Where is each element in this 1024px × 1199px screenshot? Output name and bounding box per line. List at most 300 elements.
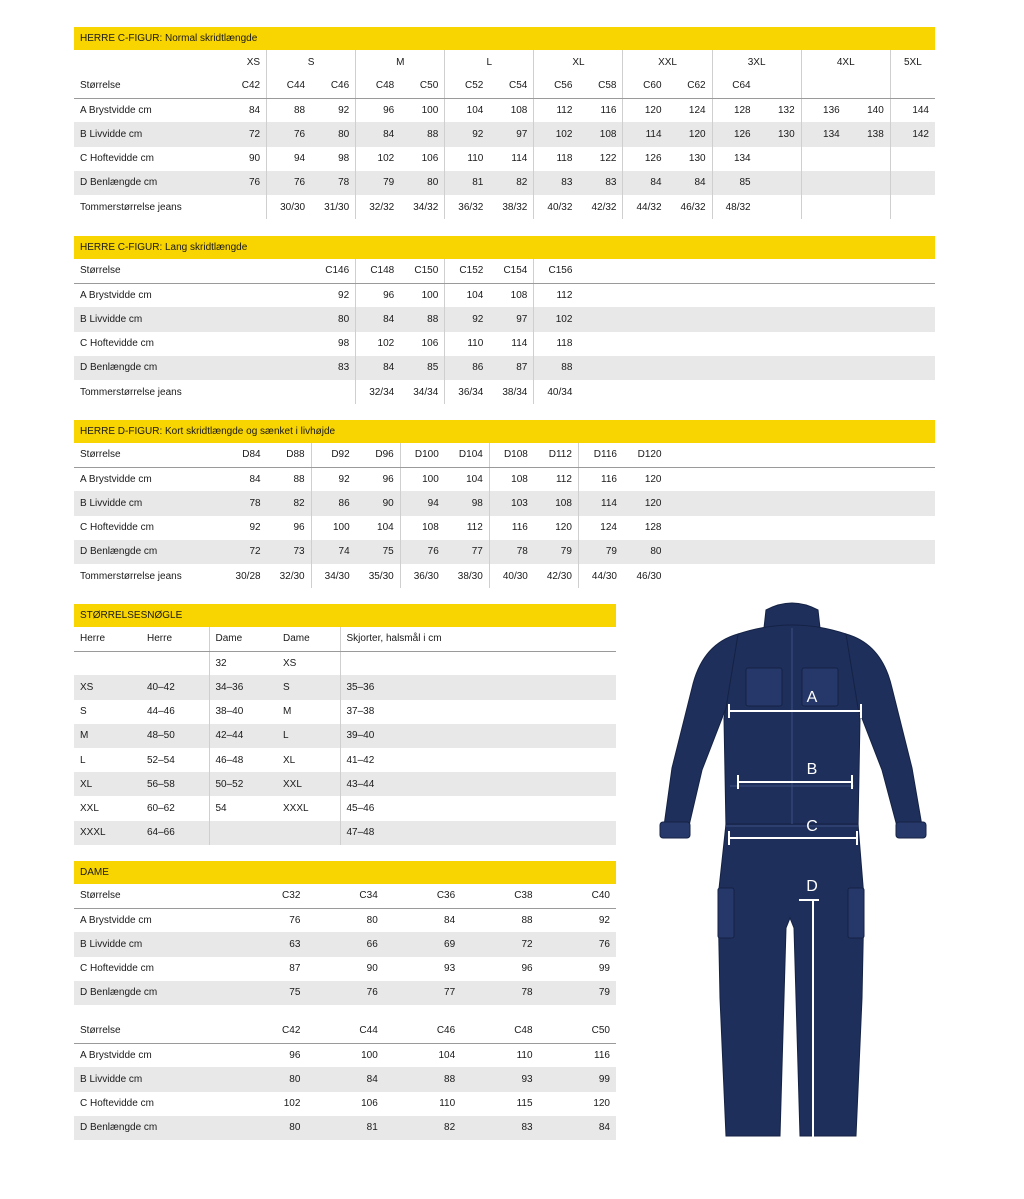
value-cell: 82 [267,491,312,515]
value-cell: 120 [623,98,668,122]
empty-cell [668,540,713,564]
empty-cell [801,332,846,356]
value-cell [890,147,935,171]
size-code: D84 [222,443,267,467]
value-cell: 104 [445,283,490,307]
value-cell: 82 [489,171,534,195]
empty-cell [801,356,846,380]
table-row [74,98,935,122]
size-code: C40 [539,884,616,908]
empty-cell [712,283,757,307]
value-cell [222,195,267,219]
section-title: HERRE C-FIGUR: Normal skridtlængde [74,27,935,50]
value-cell: 92 [338,105,350,117]
value-cell [890,195,935,219]
size-group-label: 5XL [890,50,935,74]
value-cell: 116 [578,467,623,491]
empty-cell [846,380,891,404]
row-label: A Brystvidde cm [80,290,152,302]
size-group-label: XXL [623,50,712,74]
empty-cell [578,356,623,380]
empty-cell [578,380,623,404]
value-cell: 48/32 [712,195,757,219]
value-cell: 40–42 [141,675,209,699]
empty-cell [578,259,623,283]
value-cell [846,147,891,171]
value-cell [222,307,267,331]
value-cell: 79 [539,981,616,1005]
empty-cell [890,516,935,540]
value-cell [222,283,267,307]
empty-cell [801,516,846,540]
value-cell [267,356,312,380]
value-cell: 132 [778,105,795,117]
value-cell: 114 [511,153,528,165]
size-code: D96 [356,443,401,467]
row-label: A Brystvidde cm [80,105,152,117]
value-cell: 45–46 [340,796,616,820]
value-cell: 88 [534,356,579,380]
value-cell: 80 [229,1116,306,1140]
table-row [74,700,616,724]
value-cell [209,821,277,845]
empty-cell [890,356,935,380]
size-code: C44 [306,1019,383,1043]
empty-cell [623,259,668,283]
empty-cell [668,259,713,283]
value-cell: 96 [356,98,401,122]
value-cell: 100 [400,467,445,491]
value-cell: S [277,675,340,699]
table-row [74,981,616,1005]
table-row [74,147,935,171]
value-cell: 124 [688,105,706,117]
empty-cell [712,380,757,404]
label-d: D [806,878,818,895]
value-cell: 110 [445,332,490,356]
table-row [74,122,935,146]
value-cell: 76 [267,171,312,195]
label-a: A [806,689,818,706]
value-cell: 96 [521,963,533,975]
empty-cell [757,332,802,356]
value-cell: 92 [445,307,490,331]
table-row [74,380,935,404]
value-cell: XS [74,675,141,699]
size-code: C34 [306,884,383,908]
empty-cell [890,491,935,515]
value-cell [801,147,846,171]
value-cell: 92 [249,522,261,534]
key-header-row [74,627,616,651]
value-cell: 104 [466,474,483,486]
value-cell: 130 [757,122,802,146]
value-cell: 90 [366,963,378,975]
value-cell: 34/34 [413,386,439,398]
size-code: C36 [384,884,461,908]
value-cell: 112 [555,474,572,486]
value-cell: 34/32 [413,201,439,213]
value-cell: 75 [356,540,401,564]
value-cell: 32/34 [356,380,401,404]
section-herre-c-normal [74,27,935,219]
value-cell: XL [74,772,141,796]
section-herre-c-lang [74,236,935,404]
value-cell: 96 [293,522,305,534]
table-row [74,332,935,356]
value-cell: 78 [311,171,356,195]
column-header: Herre [74,627,141,651]
value-cell: 116 [489,516,534,540]
value-cell: XXXL [74,821,141,845]
value-cell: 108 [489,467,534,491]
row-label: B Livvidde cm [74,307,222,331]
value-cell: 114 [578,491,623,515]
empty-cell [757,283,802,307]
value-cell: 73 [267,540,312,564]
value-cell: 87 [489,356,534,380]
value-cell: 120 [644,474,662,486]
size-code: C48 [356,74,401,98]
value-cell: XXL [277,772,340,796]
value-cell [267,332,312,356]
row-label: C Hoftevidde cm [80,338,154,350]
size-code: C154 [489,259,534,283]
row-label: C Hoftevidde cm [80,963,154,975]
table-row [74,491,935,515]
size-row [74,74,935,98]
value-cell: 74 [311,540,356,564]
value-cell: 77 [384,981,461,1005]
value-cell: 76 [306,981,383,1005]
empty-cell [712,307,757,331]
value-cell: 32/32 [356,195,401,219]
empty-cell [846,443,891,467]
row-label: C Hoftevidde cm [80,153,154,165]
value-cell: 144 [890,98,935,122]
value-cell: XL [283,754,296,766]
empty-cell [890,540,935,564]
empty-cell [712,443,757,467]
value-cell: 34/30 [311,564,356,588]
value-cell: 108 [534,491,579,515]
row-label: D Benlængde cm [74,981,229,1005]
size-code: C54 [489,74,534,98]
value-cell: 98 [445,491,490,515]
value-cell [846,171,891,195]
column-header: Dame [277,627,340,651]
dame-table-2 [74,1019,616,1140]
row-label: Størrelse [74,74,222,98]
size-code: C48 [461,1019,538,1043]
value-cell: 79 [356,171,401,195]
empty-cell [757,491,802,515]
size-code: D116 [578,443,623,467]
value-cell: 120 [593,1098,610,1110]
value-cell: 83 [461,1116,538,1140]
value-cell: 102 [356,147,401,171]
value-cell: 38/30 [457,570,483,582]
value-cell: 56–58 [141,772,209,796]
empty-cell [801,380,846,404]
value-cell [141,651,209,675]
empty-cell [623,332,668,356]
value-cell: 102 [534,307,579,331]
size-code [757,74,802,98]
row-label: Tommerstørrelse jeans [80,570,182,582]
empty-cell [668,443,713,467]
table-row [74,651,616,675]
empty-cell [846,467,891,491]
empty-cell [623,283,668,307]
empty-cell [846,491,891,515]
value-cell: 104 [445,98,490,122]
value-cell: 106 [421,153,439,165]
value-cell: 112 [466,522,483,534]
size-code: C42 [222,74,267,98]
value-cell [846,195,891,219]
value-cell: 84 [248,105,261,117]
row-label: Tommerstørrelse jeans [80,201,182,213]
value-cell: 90 [356,491,401,515]
table-row [74,724,616,748]
value-cell: 41–42 [340,748,616,772]
section-size-key [74,604,616,845]
empty-cell [623,307,668,331]
empty-cell [890,307,935,331]
value-cell: 90 [248,153,261,165]
section-title: STØRRELSESNØGLE [74,604,616,627]
empty-cell [668,332,713,356]
table-row [74,467,935,491]
value-cell: 32 [209,651,277,675]
value-cell: 66 [306,932,383,956]
value-cell: 40/30 [489,564,534,588]
value-cell: 80 [311,307,356,331]
value-cell [222,356,267,380]
empty-cell [712,332,757,356]
value-cell: 110 [445,147,490,171]
table-row [74,796,616,820]
size-table [74,50,935,219]
empty-cell [712,356,757,380]
value-cell: 126 [623,147,668,171]
value-cell [277,821,340,845]
empty-cell [757,307,802,331]
value-cell: 36/30 [400,564,445,588]
value-cell: 97 [489,122,534,146]
value-cell: 35/30 [368,570,394,582]
empty-cell [846,283,891,307]
value-cell [311,380,356,404]
value-cell: 136 [801,98,846,122]
value-cell: 134 [712,147,757,171]
value-cell: 110 [516,1049,533,1061]
value-cell [267,307,312,331]
empty-cell [890,283,935,307]
row-label: B Livvidde cm [74,491,222,515]
value-cell: 88 [521,915,533,927]
value-cell: XXXL [283,802,309,814]
value-cell: 80 [366,915,378,927]
size-code: C46 [311,74,356,98]
value-cell: 31/30 [324,201,350,213]
value-cell: 118 [534,332,579,356]
value-cell: 30/30 [267,195,312,219]
value-cell: XS [283,658,297,670]
value-cell: 98 [338,153,350,165]
empty-cell [801,307,846,331]
value-cell: 96 [382,474,394,486]
empty-cell [846,356,891,380]
value-cell: 72 [222,122,267,146]
value-cell: 84 [356,122,401,146]
value-cell [222,380,267,404]
size-key-table [74,627,616,845]
row-label: Størrelse [74,1019,229,1043]
table-row [74,356,935,380]
table-row [74,1116,616,1140]
label-b: B [806,761,818,778]
size-code: C152 [445,259,490,283]
value-cell: 92 [338,290,350,302]
value-cell: 84 [444,915,456,927]
value-cell: 35–36 [340,675,616,699]
value-cell: 142 [890,122,935,146]
value-cell: 78 [461,981,538,1005]
value-cell: 86 [445,356,490,380]
size-code [267,259,312,283]
value-cell [340,651,616,675]
value-cell: 38/34 [502,386,528,398]
value-cell: 96 [289,1049,301,1061]
size-code [801,74,846,98]
value-cell: 93 [461,1067,538,1091]
value-cell: 100 [311,516,356,540]
value-cell: 76 [267,122,312,146]
empty-cell [668,356,713,380]
empty-cell [846,564,891,588]
value-cell: 38–40 [209,700,277,724]
table-row [74,908,616,932]
value-cell: 44/30 [578,564,623,588]
value-cell: 122 [599,153,617,165]
label-c: C [806,818,818,835]
value-cell: 103 [489,491,534,515]
empty-cell [578,307,623,331]
value-cell: 48–50 [141,724,209,748]
value-cell: 81 [445,171,490,195]
value-cell: 92 [598,915,610,927]
table-row [74,748,616,772]
size-code: D108 [489,443,534,467]
size-row [74,259,935,283]
value-cell [267,380,312,404]
value-cell: 100 [361,1049,378,1061]
size-group-label: 3XL [712,50,801,74]
table-row [74,307,935,331]
value-cell: 138 [846,122,891,146]
value-cell: 108 [400,516,445,540]
empty-cell [712,491,757,515]
value-cell: 85 [712,171,757,195]
value-cell: 92 [311,467,356,491]
table-row [74,195,935,219]
value-cell [267,283,312,307]
group-header-row [74,50,935,74]
value-cell: 126 [712,122,757,146]
size-code: D92 [311,443,356,467]
value-cell: 54 [209,796,277,820]
value-cell: 30/28 [235,570,261,582]
value-cell: 85 [400,356,445,380]
value-cell: 36/32 [445,195,490,219]
table-row [74,772,616,796]
value-cell: 102 [356,332,401,356]
table-row [74,932,616,956]
value-cell: 76 [222,171,267,195]
size-group-label: XS [246,56,261,68]
table-row [74,1043,616,1067]
empty-cell [757,467,802,491]
size-code: D112 [534,443,579,467]
value-cell: 76 [289,915,301,927]
row-label: A Brystvidde cm [80,474,152,486]
table-row [74,821,616,845]
value-cell: 118 [534,147,579,171]
value-cell: 80 [623,540,668,564]
empty-cell [801,491,846,515]
section-herre-d [74,420,935,588]
value-cell: L [277,724,340,748]
size-table [74,443,935,588]
empty-cell [801,259,846,283]
value-cell: 100 [421,105,439,117]
value-cell: 76 [400,540,445,564]
value-cell: 108 [510,105,528,117]
size-group-label: XL [534,50,623,74]
value-cell: M [74,724,141,748]
value-cell: 37–38 [340,700,616,724]
value-cell: 116 [594,1049,610,1061]
value-cell: 93 [444,963,456,975]
size-code [890,74,935,98]
value-cell: 80 [311,122,356,146]
value-cell: 104 [438,1049,456,1061]
value-cell: 128 [644,522,662,534]
value-cell: 96 [356,283,401,307]
dame-table-1 [74,884,616,1005]
value-cell: 76 [539,932,616,956]
value-cell: 140 [867,105,884,117]
empty-cell [757,356,802,380]
value-cell: 97 [489,307,534,331]
value-cell: 84 [356,307,401,331]
size-code: C148 [356,259,401,283]
value-cell: 94 [267,147,312,171]
empty-cell [757,443,802,467]
empty-cell [801,283,846,307]
size-group-label: M [356,50,445,74]
size-code [846,74,891,98]
row-label: D Benlængde cm [74,540,222,564]
value-cell: 38/32 [502,201,528,213]
value-cell: 114 [623,122,668,146]
value-cell: 88 [400,307,445,331]
value-cell: 36/34 [445,380,490,404]
value-cell: 83 [578,171,623,195]
table-row [74,1067,616,1091]
